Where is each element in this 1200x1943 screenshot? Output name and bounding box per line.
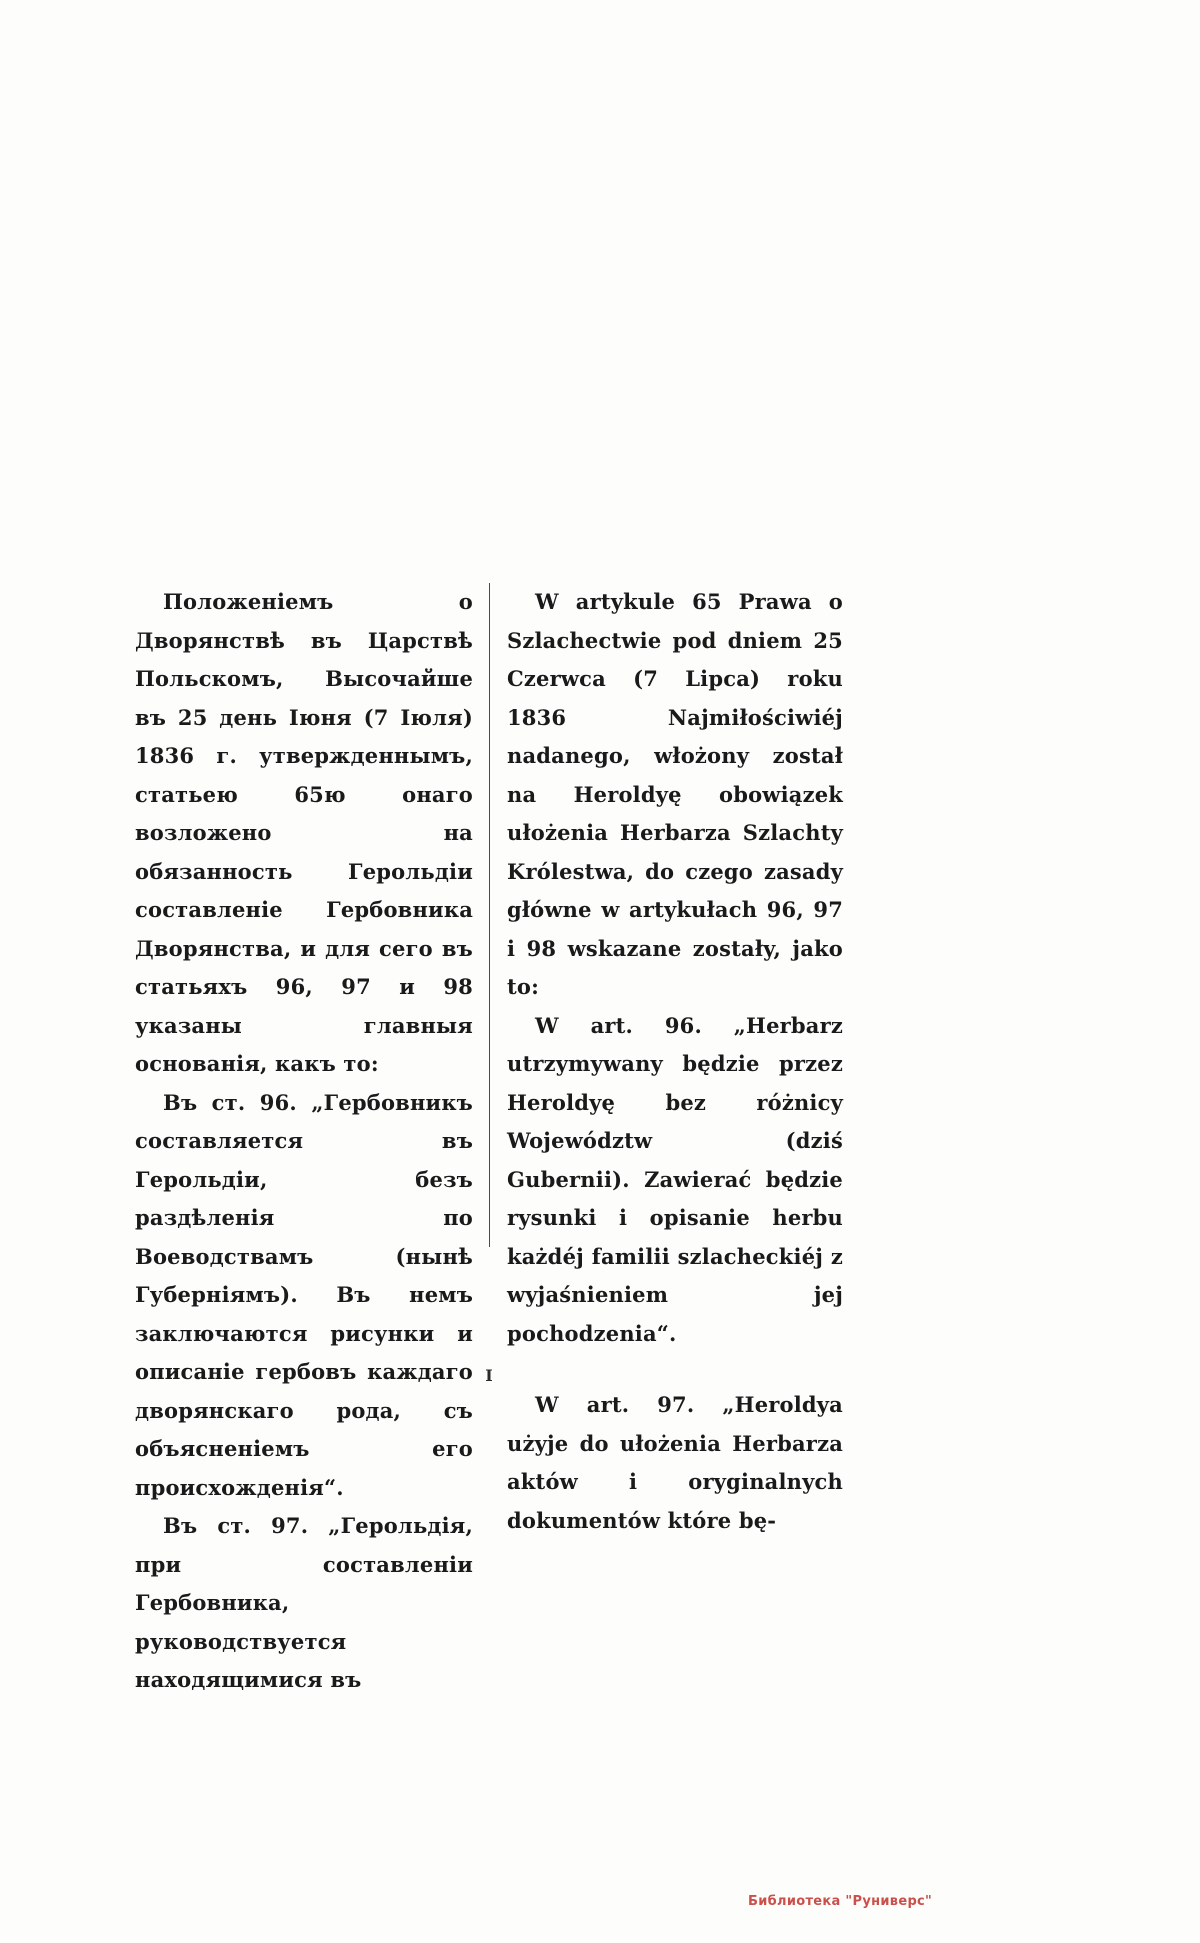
paragraph: Положеніемъ о Дворянствѣ въ Царствѣ Польскомъ, Высочайше въ 25 день Іюня (7 Іюля) 1836 г. утвержденнымъ, статьею 65ю онаго возложено на обязанность Герольдіи составленіе Гербовника Дворянства, и для сего въ статьяхъ 96, 97 и 98 указаны главныя основанія, какъ то: <box>135 589 473 1076</box>
right-column-polish-text <box>507 583 843 1540</box>
paragraph: Въ ст. 96. „Гербовникъ составляется въ Герольдіи, безъ раздѣленія по Воеводствамъ (нынѣ Губерніямъ). Въ немъ заключаются рисунки и описаніе гербовъ каждаго дворянскаго рода, съ объясненіемъ его происхожденія“. <box>135 1089 473 1500</box>
paragraph: W art. 96. „Herbarz utrzymywany będzie przez Heroldyę bez różnicy Województw (dziś Gubernii). Zawierać będzie rysunki i opisanie herbu każdéj familii szlacheckiéj z wyjaśnieniem jej pochodzenia“. <box>507 1012 843 1346</box>
paragraph: W artykule 65 Prawa o Szlachectwie pod dniem 25 Czerwca (7 Lipca) roku 1836 Najmiłościwiéj nadanego, włożony został na Heroldyę obowiązek ułożenia Herbarza Szlachty Królestwa, do czego zasady główne w artykułach 96, 97 i 98 wskazane zostały, jako to: <box>507 589 843 999</box>
two-column-text-block <box>135 583 843 1700</box>
column-divider-rule <box>489 583 490 1247</box>
page-number: I <box>485 1366 493 1385</box>
library-watermark: Библиотека "Руниверс" <box>748 1894 933 1909</box>
paragraph: Въ ст. 97. „Герольдія, при составленіи Гербовника, руководствуется находящимися въ <box>135 1513 473 1692</box>
paragraph: W art. 97. „Heroldya użyje do ułożenia Herbarza aktów i oryginalnych dokumentów które bę- <box>507 1392 843 1533</box>
left-column-russian-text <box>135 583 473 1700</box>
